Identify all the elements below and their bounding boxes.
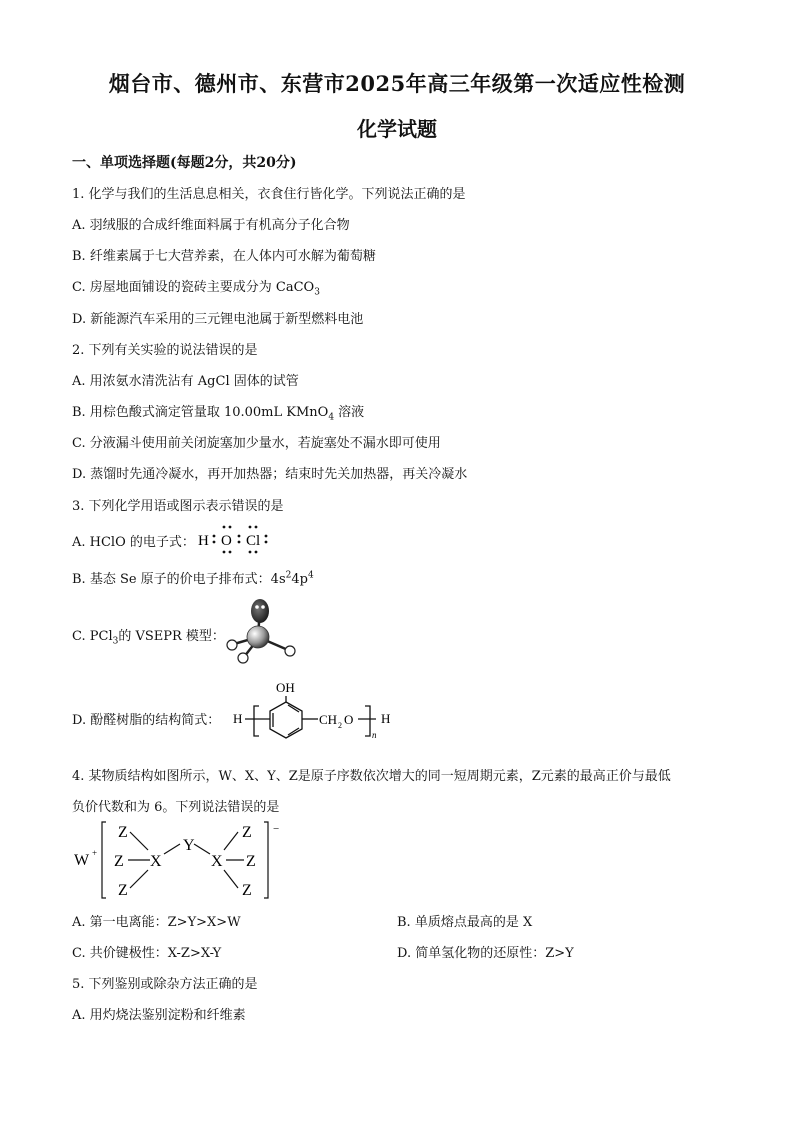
ligand-atom xyxy=(227,640,237,650)
q4-stem-line1: 4. 某物质结构如图所示，W、X、Y、Z是原子序数依次增大的同一短周期元素，Z元素的最高正价与最低 xyxy=(72,769,671,784)
q1-option-d: D. 新能源汽车采用的三元锂电池属于新型燃料电池 xyxy=(72,312,364,327)
resin-h-left: H xyxy=(233,711,243,726)
exam-subtitle: 化学试题 xyxy=(357,117,437,141)
struct-y: Y xyxy=(183,837,195,854)
resin-n: n xyxy=(372,730,377,740)
q1-option-c-text: C. 房屋地面铺设的瓷砖主要成分为 CaCO xyxy=(72,280,315,295)
struct-x: X xyxy=(211,853,223,870)
q3-option-c xyxy=(72,625,225,647)
struct-charge: − xyxy=(273,823,280,835)
q2-option-b-text: B. 用棕色酸式滴定管量取 10.00mL KMnO xyxy=(72,405,329,420)
ligand-atom xyxy=(238,653,248,663)
q1-option-a: A. 羽绒服的合成纤维面料属于有机高分子化合物 xyxy=(72,218,350,233)
q3-option-d-label: D. 酚醛树脂的结构简式： xyxy=(72,713,221,728)
q3-option-c-tail: 的 VSEPR 模型： xyxy=(118,629,225,644)
q2-option-a: A. 用浓氨水清洗沾有 AgCl 固体的试管 xyxy=(72,374,299,389)
q3-option-a-label: A. HClO 的电子式： xyxy=(72,535,195,550)
q4-option-c: C. 共价键极性：X-Z>X-Y xyxy=(72,946,222,961)
q4-structure-diagram xyxy=(72,818,292,902)
exam-title: 烟台市、德州市、东营市2025年高三年级第一次适应性检测 xyxy=(108,71,686,96)
q4-stem-line2: 负价代数和为 6。下列说法错误的是 xyxy=(72,800,280,815)
q1-option-c-sub: 3 xyxy=(314,287,320,298)
q3-option-c-text: C. PCl xyxy=(72,629,113,644)
lone-pair-lobe xyxy=(251,599,269,623)
q3-option-b-sup1: 2 xyxy=(285,570,292,581)
q5-option-a: A. 用灼烧法鉴别淀粉和纤维素 xyxy=(72,1008,246,1023)
struct-z: Z xyxy=(118,824,128,841)
struct-z: Z xyxy=(242,882,252,899)
q3-stem: 3. 下列化学用语或图示表示错误的是 xyxy=(72,499,284,514)
hclo-electron-formula xyxy=(194,522,274,556)
q3-option-b-mid: 4p xyxy=(291,572,308,587)
q4-option-b: B. 单质熔点最高的是 X xyxy=(397,915,533,930)
q3-option-b-text: B. 基态 Se 原子的价电子排布式：4s xyxy=(72,572,286,587)
q4-option-d: D. 简单氢化物的还原性：Z>Y xyxy=(397,946,574,961)
struct-x: X xyxy=(150,853,162,870)
resin-h-right: H xyxy=(381,711,391,726)
struct-z: Z xyxy=(246,853,256,870)
q2-option-d: D. 蒸馏时先通冷凝水，再开加热器；结束时先关加热器，再关冷凝水 xyxy=(72,467,468,482)
section-heading: 一、单项选择题(每题2分，共20分) xyxy=(72,155,297,171)
hclo-o: O xyxy=(221,533,232,549)
q1-stem: 1. 化学与我们的生活息息相关，衣食住行皆化学。下列说法正确的是 xyxy=(72,187,466,202)
q2-option-b xyxy=(72,401,364,423)
q2-stem: 2. 下列有关实验的说法错误的是 xyxy=(72,343,258,358)
struct-w: W xyxy=(74,852,90,869)
phenolic-resin-structure xyxy=(230,676,400,752)
q5-stem: 5. 下列鉴别或除杂方法正确的是 xyxy=(72,977,258,992)
q3-option-b-sup2: 4 xyxy=(307,570,314,581)
hclo-h: H xyxy=(198,533,209,549)
q4-option-a: A. 第一电离能：Z>Y>X>W xyxy=(72,915,241,930)
q3-option-b xyxy=(72,568,314,587)
q1-option-b: B. 纤维素属于七大营养素，在人体内可水解为葡萄糖 xyxy=(72,249,376,264)
resin-oh: OH xyxy=(276,680,295,695)
ligand-atom xyxy=(285,646,295,656)
q2-option-b-tail: 溶液 xyxy=(334,405,365,420)
resin-o: O xyxy=(344,712,354,727)
q3-option-c-sub: 3 xyxy=(112,636,119,647)
struct-z: Z xyxy=(118,882,128,899)
q1-option-c xyxy=(72,276,320,298)
q2-option-b-sub: 4 xyxy=(328,412,335,423)
struct-z: Z xyxy=(242,824,252,841)
q2-option-c: C. 分液漏斗使用前关闭旋塞加少量水，若旋塞处不漏水即可使用 xyxy=(72,436,441,451)
resin-ch2: CH xyxy=(319,712,338,727)
hclo-cl: Cl xyxy=(246,533,261,549)
pcl3-vsepr-model xyxy=(220,597,300,665)
struct-z: Z xyxy=(114,853,124,870)
central-atom xyxy=(247,626,269,648)
struct-w-charge: + xyxy=(92,848,98,858)
resin-ch2-sub: 2 xyxy=(338,721,342,730)
